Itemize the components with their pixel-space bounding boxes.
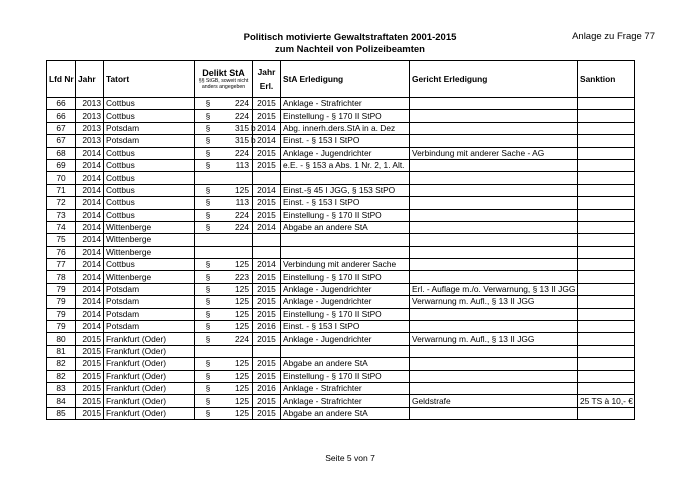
paragraph-number: 125 bbox=[235, 259, 249, 270]
cell-jahr: 2015 bbox=[76, 395, 104, 407]
paragraph-sign: § bbox=[205, 333, 211, 344]
table-row bbox=[47, 345, 635, 357]
col-header-jahr: Jahr bbox=[76, 61, 104, 98]
cell-sta-erledigung: Verbindung mit anderer Sache bbox=[281, 259, 410, 271]
cell-tatort: Potsdam bbox=[104, 135, 195, 147]
paragraph-sign: § bbox=[205, 407, 211, 418]
cell-tatort: Potsdam bbox=[104, 308, 195, 320]
cell-sanktion bbox=[578, 234, 635, 246]
col-header-lfd-nr: Lfd Nr bbox=[47, 61, 76, 98]
cell-lfd-nr: 84 bbox=[47, 395, 76, 407]
cell-lfd-nr: 79 bbox=[47, 321, 76, 333]
paragraph-number: 125 bbox=[235, 358, 249, 369]
paragraph-number: 125 bbox=[235, 395, 249, 406]
cell-jahr: 2015 bbox=[76, 358, 104, 370]
cell-jahr: 2014 bbox=[76, 283, 104, 295]
delikt-label: Delikt StA bbox=[202, 68, 245, 78]
cell-lfd-nr: 73 bbox=[47, 209, 76, 221]
paragraph-number: 224 bbox=[235, 222, 249, 233]
cell-sta-erledigung bbox=[281, 172, 410, 184]
cell-gericht-erledigung bbox=[410, 209, 578, 221]
cell-jahr: 2014 bbox=[76, 147, 104, 159]
cell-sta-erledigung: Einstellung - § 170 II StPO bbox=[281, 110, 410, 122]
cell-lfd-nr: 77 bbox=[47, 259, 76, 271]
annex-label: Anlage zu Frage 77 bbox=[572, 31, 655, 42]
paragraph-sign: § bbox=[205, 160, 211, 171]
cell-sta-erledigung: Abgabe an andere StA bbox=[281, 358, 410, 370]
cell-jahr: 2015 bbox=[76, 382, 104, 394]
cell-sta-erledigung: Einstellung - § 170 II StPO bbox=[281, 370, 410, 382]
cell-lfd-nr: 83 bbox=[47, 382, 76, 394]
cell-jahr-erl: 2015 bbox=[253, 271, 281, 283]
col-header-delikt bbox=[195, 61, 253, 98]
cell-jahr-erl: 2015 bbox=[253, 147, 281, 159]
table-row bbox=[47, 209, 635, 221]
cell-jahr-erl: 2014 bbox=[253, 259, 281, 271]
jahr-erl-line-1: Jahr bbox=[257, 67, 276, 77]
cell-tatort: Wittenberge bbox=[104, 234, 195, 246]
cell-lfd-nr: 66 bbox=[47, 110, 76, 122]
cell-lfd-nr: 82 bbox=[47, 358, 76, 370]
paragraph-number: 125 bbox=[235, 296, 249, 307]
paragraph-number: 224 bbox=[235, 209, 249, 220]
cell-lfd-nr: 75 bbox=[47, 234, 76, 246]
paragraph-sign: § bbox=[205, 197, 211, 208]
cell-lfd-nr: 80 bbox=[47, 333, 76, 345]
paragraph-number: 125 bbox=[235, 370, 249, 381]
cell-jahr: 2014 bbox=[76, 172, 104, 184]
cell-tatort: Frankfurt (Oder) bbox=[104, 407, 195, 419]
cell-sta-erledigung: Anklage - Jugendrichter bbox=[281, 296, 410, 308]
cell-gericht-erledigung bbox=[410, 382, 578, 394]
paragraph-sign: § bbox=[205, 110, 211, 121]
cell-gericht-erledigung bbox=[410, 321, 578, 333]
cell-sanktion bbox=[578, 345, 635, 357]
cell-jahr: 2014 bbox=[76, 321, 104, 333]
cell-jahr: 2015 bbox=[76, 333, 104, 345]
cell-sta-erledigung: Einst. - § 153 I StPO bbox=[281, 135, 410, 147]
cell-sta-erledigung: Anklage - Jugendrichter bbox=[281, 147, 410, 159]
cell-jahr: 2014 bbox=[76, 271, 104, 283]
cell-delikt bbox=[195, 283, 253, 295]
cell-jahr-erl: 2015 bbox=[253, 98, 281, 110]
cell-tatort: Potsdam bbox=[104, 122, 195, 134]
cell-tatort: Cottbus bbox=[104, 209, 195, 221]
cell-tatort: Frankfurt (Oder) bbox=[104, 395, 195, 407]
cell-gericht-erledigung bbox=[410, 197, 578, 209]
cell-delikt bbox=[195, 345, 253, 357]
cell-tatort: Frankfurt (Oder) bbox=[104, 333, 195, 345]
cell-gericht-erledigung bbox=[410, 159, 578, 171]
cell-gericht-erledigung bbox=[410, 172, 578, 184]
cell-sta-erledigung: Einstellung - § 170 II StPO bbox=[281, 209, 410, 221]
cell-tatort: Cottbus bbox=[104, 98, 195, 110]
cell-gericht-erledigung bbox=[410, 370, 578, 382]
cell-gericht-erledigung bbox=[410, 122, 578, 134]
cell-delikt bbox=[195, 370, 253, 382]
cell-gericht-erledigung bbox=[410, 184, 578, 196]
table-row bbox=[47, 135, 635, 147]
cell-jahr-erl: 2015 bbox=[253, 283, 281, 295]
paragraph-sign: § bbox=[205, 222, 211, 233]
paragraph-number: 224 bbox=[235, 110, 249, 121]
cell-jahr-erl: 2015 bbox=[253, 159, 281, 171]
paragraph-number: 113 bbox=[235, 160, 249, 171]
cell-sanktion bbox=[578, 246, 635, 258]
cell-tatort: Potsdam bbox=[104, 283, 195, 295]
table-row bbox=[47, 407, 635, 419]
cell-tatort: Frankfurt (Oder) bbox=[104, 382, 195, 394]
cell-jahr-erl: 2015 bbox=[253, 308, 281, 320]
cell-gericht-erledigung bbox=[410, 345, 578, 357]
cell-delikt bbox=[195, 395, 253, 407]
paragraph-suffix: b bbox=[251, 122, 256, 133]
cell-gericht-erledigung bbox=[410, 358, 578, 370]
cell-tatort: Wittenberge bbox=[104, 271, 195, 283]
table-row bbox=[47, 259, 635, 271]
cell-lfd-nr: 67 bbox=[47, 122, 76, 134]
paragraph-number: 113 bbox=[235, 197, 249, 208]
cell-jahr-erl: 2014 bbox=[253, 122, 281, 134]
table-row bbox=[47, 382, 635, 394]
cell-sta-erledigung: Anklage - Strafrichter bbox=[281, 98, 410, 110]
paragraph-number: 125 bbox=[235, 407, 249, 418]
cell-tatort: Cottbus bbox=[104, 259, 195, 271]
cell-sta-erledigung: Abgabe an andere StA bbox=[281, 221, 410, 233]
cell-sanktion bbox=[578, 135, 635, 147]
paragraph-number: 315 bbox=[235, 122, 249, 133]
table-row bbox=[47, 221, 635, 233]
col-header-sanktion: Sanktion bbox=[578, 61, 635, 98]
cell-sanktion bbox=[578, 308, 635, 320]
table-header-row bbox=[47, 61, 635, 98]
paragraph-sign: § bbox=[205, 370, 211, 381]
cell-jahr: 2013 bbox=[76, 135, 104, 147]
paragraph-suffix: b bbox=[251, 135, 256, 146]
table-row bbox=[47, 98, 635, 110]
cell-sta-erledigung: Anklage - Strafrichter bbox=[281, 382, 410, 394]
paragraph-sign: § bbox=[205, 383, 211, 394]
cell-sta-erledigung: Einst. - § 153 I StPO bbox=[281, 321, 410, 333]
cell-delikt bbox=[195, 333, 253, 345]
cell-jahr-erl: 2016 bbox=[253, 321, 281, 333]
cell-sanktion bbox=[578, 370, 635, 382]
cell-lfd-nr: 71 bbox=[47, 184, 76, 196]
paragraph-number: 224 bbox=[235, 333, 249, 344]
jahr-erl-line-2: Erl. bbox=[259, 81, 274, 91]
cell-delikt bbox=[195, 184, 253, 196]
cell-lfd-nr: 78 bbox=[47, 271, 76, 283]
cell-sanktion bbox=[578, 159, 635, 171]
cell-tatort: Frankfurt (Oder) bbox=[104, 358, 195, 370]
cell-lfd-nr: 81 bbox=[47, 345, 76, 357]
paragraph-number: 223 bbox=[235, 271, 249, 282]
cell-tatort: Potsdam bbox=[104, 296, 195, 308]
cell-jahr-erl: 2014 bbox=[253, 221, 281, 233]
cell-sta-erledigung bbox=[281, 234, 410, 246]
cell-sanktion bbox=[578, 184, 635, 196]
cell-tatort: Frankfurt (Oder) bbox=[104, 370, 195, 382]
cell-sta-erledigung: Abgabe an andere StA bbox=[281, 407, 410, 419]
paragraph-number: 224 bbox=[235, 147, 249, 158]
cell-delikt bbox=[195, 172, 253, 184]
cell-gericht-erledigung bbox=[410, 271, 578, 283]
cell-delikt bbox=[195, 135, 256, 147]
cell-lfd-nr: 72 bbox=[47, 197, 76, 209]
cell-tatort: Cottbus bbox=[104, 172, 195, 184]
table-row bbox=[47, 308, 635, 320]
paragraph-number: 125 bbox=[235, 383, 249, 394]
cell-jahr-erl bbox=[253, 234, 281, 246]
cell-sta-erledigung: Einstellung - § 170 II StPO bbox=[281, 271, 410, 283]
delikt-note: §§ StGB, soweit nicht anders angegeben bbox=[198, 78, 249, 90]
paragraph-sign: § bbox=[205, 209, 211, 220]
cell-gericht-erledigung: Verwarnung m. Aufl., § 13 II JGG bbox=[410, 296, 578, 308]
page-number: Seite 5 von 7 bbox=[325, 453, 375, 463]
cell-lfd-nr: 82 bbox=[47, 370, 76, 382]
cell-sanktion bbox=[578, 122, 635, 134]
table-row bbox=[47, 147, 635, 159]
cell-delikt bbox=[195, 122, 256, 134]
title-line-1: Politisch motivierte Gewaltstraftaten 2001-2015 bbox=[243, 32, 457, 43]
cell-jahr-erl: 2015 bbox=[253, 296, 281, 308]
cell-sanktion bbox=[578, 358, 635, 370]
paragraph-sign: § bbox=[205, 271, 211, 282]
cell-sanktion bbox=[578, 110, 635, 122]
cell-sta-erledigung: Abg. innerh.ders.StA in a. Dez bbox=[281, 122, 410, 134]
cell-tatort: Cottbus bbox=[104, 147, 195, 159]
paragraph-sign: § bbox=[205, 296, 211, 307]
table-row bbox=[47, 246, 635, 258]
cell-gericht-erledigung: Erl. - Auflage m./o. Verwarnung, § 13 II JGG bbox=[410, 283, 578, 295]
cell-tatort: Wittenberge bbox=[104, 221, 195, 233]
cell-sanktion bbox=[578, 296, 635, 308]
table-row bbox=[47, 197, 635, 209]
cell-jahr-erl bbox=[253, 172, 281, 184]
cell-jahr: 2014 bbox=[76, 159, 104, 171]
cell-gericht-erledigung bbox=[410, 135, 578, 147]
paragraph-sign: § bbox=[205, 358, 211, 369]
paragraph-sign: § bbox=[205, 147, 211, 158]
table-row bbox=[47, 333, 635, 345]
table-row bbox=[47, 358, 635, 370]
paragraph-number: 125 bbox=[235, 321, 249, 332]
cell-sanktion bbox=[578, 197, 635, 209]
cell-delikt bbox=[195, 321, 253, 333]
table-row bbox=[47, 234, 635, 246]
paragraph-number: 125 bbox=[235, 284, 249, 295]
cell-jahr: 2014 bbox=[76, 184, 104, 196]
cell-delikt bbox=[195, 271, 253, 283]
cell-jahr: 2014 bbox=[76, 246, 104, 258]
cell-sta-erledigung bbox=[281, 246, 410, 258]
cell-sta-erledigung: Einstellung - § 170 II StPO bbox=[281, 308, 410, 320]
paragraph-number: 224 bbox=[235, 98, 249, 109]
cell-lfd-nr: 68 bbox=[47, 147, 76, 159]
cell-jahr: 2015 bbox=[76, 407, 104, 419]
cell-tatort: Frankfurt (Oder) bbox=[104, 345, 195, 357]
cell-delikt bbox=[195, 209, 253, 221]
cell-jahr-erl: 2015 bbox=[253, 333, 281, 345]
paragraph-sign: § bbox=[205, 98, 211, 109]
cell-sta-erledigung: e.E. - § 153 a Abs. 1 Nr. 2, 1. Alt. bbox=[281, 159, 410, 171]
cell-jahr-erl bbox=[253, 246, 281, 258]
cell-jahr: 2013 bbox=[76, 110, 104, 122]
cell-jahr-erl: 2015 bbox=[253, 197, 281, 209]
cell-gericht-erledigung bbox=[410, 221, 578, 233]
cell-lfd-nr: 70 bbox=[47, 172, 76, 184]
paragraph-sign: § bbox=[205, 184, 211, 195]
cell-sta-erledigung: Anklage - Strafrichter bbox=[281, 395, 410, 407]
cell-delikt bbox=[195, 147, 253, 159]
table-row bbox=[47, 159, 635, 171]
cell-lfd-nr: 79 bbox=[47, 283, 76, 295]
cell-delikt bbox=[195, 197, 253, 209]
cell-jahr: 2013 bbox=[76, 122, 104, 134]
cell-jahr-erl: 2016 bbox=[253, 382, 281, 394]
cell-sanktion: 25 TS à 10,- € bbox=[578, 395, 635, 407]
cell-sanktion bbox=[578, 382, 635, 394]
cell-jahr-erl: 2015 bbox=[253, 358, 281, 370]
paragraph-number: 125 bbox=[235, 184, 249, 195]
cell-gericht-erledigung: Geldstrafe bbox=[410, 395, 578, 407]
cell-lfd-nr: 66 bbox=[47, 98, 76, 110]
paragraph-number: 315 bbox=[235, 135, 249, 146]
cell-gericht-erledigung bbox=[410, 308, 578, 320]
col-header-tatort: Tatort bbox=[104, 61, 195, 98]
cell-sta-erledigung: Anklage - Jugendrichter bbox=[281, 283, 410, 295]
cell-sta-erledigung bbox=[281, 345, 410, 357]
cell-jahr-erl bbox=[253, 345, 281, 357]
cases-table bbox=[46, 60, 635, 420]
cell-jahr-erl: 2014 bbox=[253, 184, 281, 196]
table-row bbox=[47, 172, 635, 184]
cell-jahr: 2014 bbox=[76, 308, 104, 320]
cell-gericht-erledigung bbox=[410, 98, 578, 110]
cell-sta-erledigung: Anklage - Jugendrichter bbox=[281, 333, 410, 345]
cell-gericht-erledigung bbox=[410, 234, 578, 246]
cell-sta-erledigung: Einst. - § 153 I StPO bbox=[281, 197, 410, 209]
table-row bbox=[47, 296, 635, 308]
cell-sta-erledigung: Einst.-§ 45 I JGG, § 153 StPO bbox=[281, 184, 410, 196]
paragraph-sign: § bbox=[205, 321, 211, 332]
cell-delikt bbox=[195, 382, 253, 394]
cell-sanktion bbox=[578, 321, 635, 333]
cell-lfd-nr: 69 bbox=[47, 159, 76, 171]
cell-gericht-erledigung bbox=[410, 407, 578, 419]
paragraph-number: 125 bbox=[235, 308, 249, 319]
cell-lfd-nr: 85 bbox=[47, 407, 76, 419]
paragraph-sign: § bbox=[205, 135, 211, 146]
cell-jahr: 2014 bbox=[76, 221, 104, 233]
cell-gericht-erledigung bbox=[410, 110, 578, 122]
cell-delikt bbox=[195, 296, 253, 308]
cell-delikt bbox=[195, 221, 253, 233]
col-header-gericht-erledigung: Gericht Erledigung bbox=[410, 61, 578, 98]
cell-lfd-nr: 74 bbox=[47, 221, 76, 233]
table-row bbox=[47, 395, 635, 407]
cell-jahr-erl: 2015 bbox=[253, 395, 281, 407]
cell-jahr: 2015 bbox=[76, 370, 104, 382]
cell-delikt bbox=[195, 246, 253, 258]
cell-jahr: 2014 bbox=[76, 259, 104, 271]
cell-lfd-nr: 67 bbox=[47, 135, 76, 147]
table-row bbox=[47, 321, 635, 333]
cell-gericht-erledigung bbox=[410, 246, 578, 258]
cell-tatort: Cottbus bbox=[104, 159, 195, 171]
cell-sanktion bbox=[578, 333, 635, 345]
cell-jahr: 2015 bbox=[76, 345, 104, 357]
table-row bbox=[47, 271, 635, 283]
table-row bbox=[47, 283, 635, 295]
cell-delikt bbox=[195, 234, 253, 246]
table-row bbox=[47, 370, 635, 382]
cell-sanktion bbox=[578, 147, 635, 159]
paragraph-sign: § bbox=[205, 122, 211, 133]
cell-delikt bbox=[195, 259, 253, 271]
cell-gericht-erledigung: Verwarnung m. Aufl., § 13 II JGG bbox=[410, 333, 578, 345]
cell-delikt bbox=[195, 159, 253, 171]
paragraph-sign: § bbox=[205, 259, 211, 270]
cell-delikt bbox=[195, 308, 253, 320]
col-header-jahr-erl bbox=[253, 61, 281, 98]
cell-tatort: Wittenberge bbox=[104, 246, 195, 258]
cell-sanktion bbox=[578, 283, 635, 295]
cell-gericht-erledigung bbox=[410, 259, 578, 271]
cell-sanktion bbox=[578, 221, 635, 233]
cell-sanktion bbox=[578, 407, 635, 419]
cell-jahr: 2014 bbox=[76, 234, 104, 246]
paragraph-sign: § bbox=[205, 308, 211, 319]
paragraph-sign: § bbox=[205, 395, 211, 406]
cell-jahr: 2013 bbox=[76, 98, 104, 110]
paragraph-sign: § bbox=[205, 284, 211, 295]
cell-tatort: Cottbus bbox=[104, 184, 195, 196]
cell-delikt bbox=[195, 407, 253, 419]
cell-tatort: Potsdam bbox=[104, 321, 195, 333]
cell-jahr-erl: 2015 bbox=[253, 110, 281, 122]
cell-sanktion bbox=[578, 172, 635, 184]
cell-tatort: Cottbus bbox=[104, 110, 195, 122]
cell-jahr: 2014 bbox=[76, 197, 104, 209]
table-row bbox=[47, 110, 635, 122]
cell-lfd-nr: 79 bbox=[47, 296, 76, 308]
cell-jahr-erl: 2015 bbox=[253, 209, 281, 221]
table-row bbox=[47, 184, 635, 196]
title-line-2: zum Nachteil von Polizeibeamten bbox=[275, 44, 425, 55]
cell-sanktion bbox=[578, 271, 635, 283]
cell-lfd-nr: 76 bbox=[47, 246, 76, 258]
cell-jahr-erl: 2015 bbox=[253, 370, 281, 382]
cell-jahr: 2014 bbox=[76, 296, 104, 308]
cell-delikt bbox=[195, 358, 253, 370]
table-row bbox=[47, 122, 635, 134]
cell-lfd-nr: 79 bbox=[47, 308, 76, 320]
cell-delikt bbox=[195, 98, 253, 110]
cell-gericht-erledigung: Verbindung mit anderer Sache - AG bbox=[410, 147, 578, 159]
cell-sanktion bbox=[578, 259, 635, 271]
cell-jahr-erl: 2015 bbox=[253, 407, 281, 419]
cell-tatort: Cottbus bbox=[104, 197, 195, 209]
col-header-sta-erledigung: StA Erledigung bbox=[281, 61, 410, 98]
cell-jahr: 2014 bbox=[76, 209, 104, 221]
cell-delikt bbox=[195, 110, 253, 122]
cell-sanktion bbox=[578, 209, 635, 221]
cell-jahr-erl: 2014 bbox=[253, 135, 281, 147]
cell-sanktion bbox=[578, 98, 635, 110]
